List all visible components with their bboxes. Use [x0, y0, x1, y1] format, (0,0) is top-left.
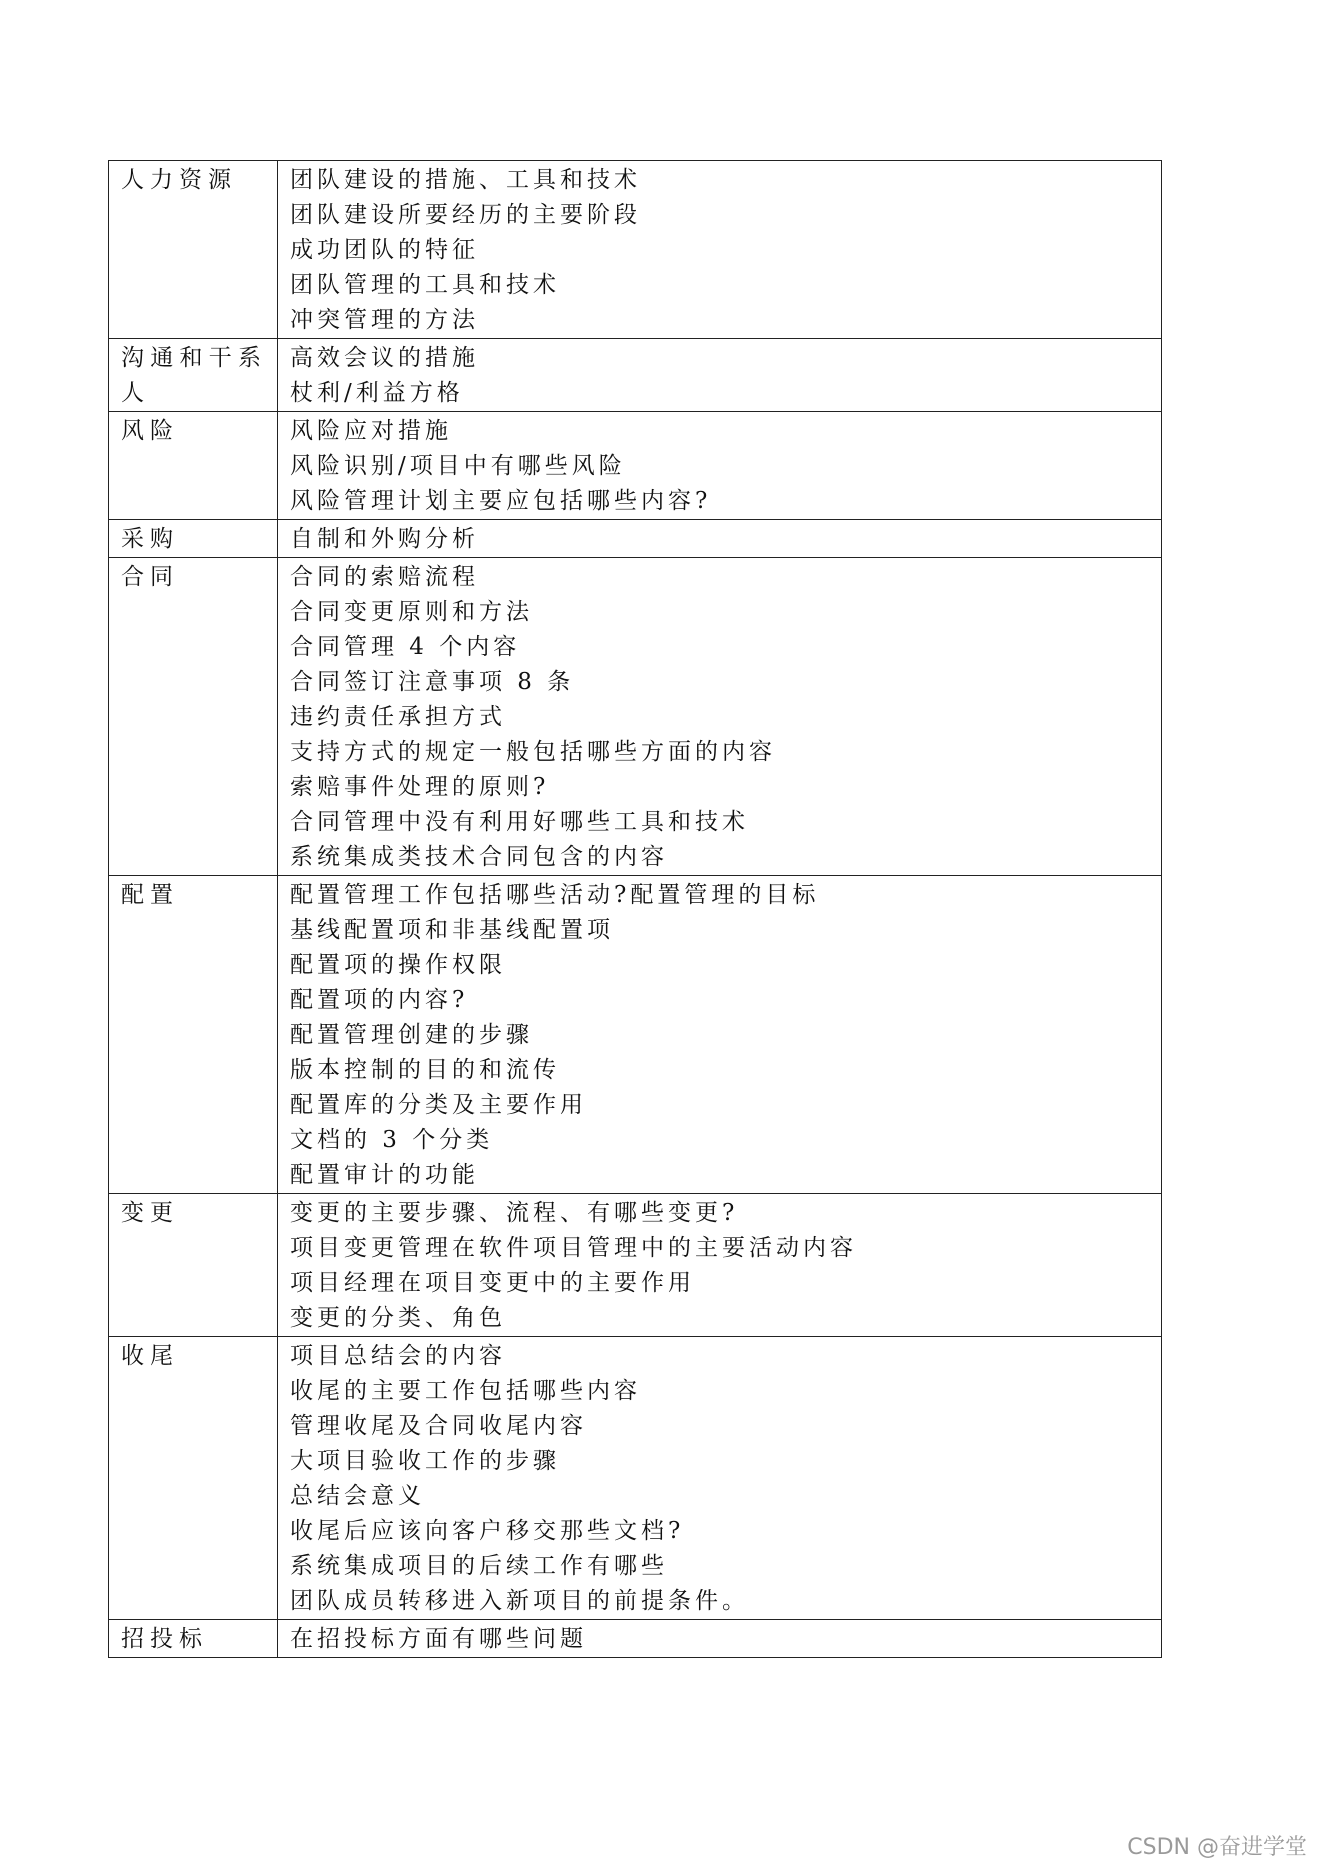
list-item: 项目经理在项目变更中的主要作用: [290, 1270, 695, 1296]
list-item: 在招投标方面有哪些问题: [290, 1626, 587, 1652]
list-item: 系统集成类技术合同包含的内容: [290, 844, 668, 870]
category-cell: 采购: [109, 520, 278, 558]
list-item: 成功团队的特征: [290, 237, 479, 263]
list-item: 配置项的操作权限: [290, 952, 506, 978]
table-row: [109, 1620, 1162, 1658]
category-cell: 配置: [109, 876, 278, 1194]
list-item: 合同变更原则和方法: [290, 599, 533, 625]
table-row: [109, 876, 1162, 1194]
items-cell: [278, 520, 1162, 558]
list-item: 支持方式的规定一般包括哪些方面的内容: [290, 739, 776, 765]
topics-table: [108, 160, 1162, 1658]
category-cell: 人力资源: [109, 161, 278, 339]
list-item: 总结会意义: [290, 1483, 425, 1509]
list-item: 变更的主要步骤、流程、有哪些变更?: [290, 1200, 739, 1226]
list-item: 项目总结会的内容: [290, 1343, 506, 1369]
list-item: 配置管理创建的步骤: [290, 1022, 533, 1048]
list-item: 配置项的内容?: [290, 987, 469, 1013]
category-cell: 合同: [109, 558, 278, 876]
list-item: 项目变更管理在软件项目管理中的主要活动内容: [290, 1235, 857, 1261]
list-item: 团队建设的措施、工具和技术: [290, 167, 641, 193]
items-cell: [278, 161, 1162, 339]
list-item: 管理收尾及合同收尾内容: [290, 1413, 587, 1439]
list-item: 团队成员转移进入新项目的前提条件。: [290, 1588, 749, 1614]
items-cell: [278, 876, 1162, 1194]
category-cell: 招投标: [109, 1620, 278, 1658]
list-item: 杖利/利益方格: [290, 380, 464, 406]
list-item: 合同管理 4 个内容: [290, 634, 521, 660]
list-item: 违约责任承担方式: [290, 704, 506, 730]
list-item: 自制和外购分析: [290, 526, 479, 552]
table-row: [109, 339, 1162, 412]
items-cell: [278, 558, 1162, 876]
list-item: 系统集成项目的后续工作有哪些: [290, 1553, 668, 1579]
table-row: [109, 1194, 1162, 1337]
items-cell: [278, 1337, 1162, 1620]
topics-table-body: [109, 161, 1162, 1658]
list-item: 收尾的主要工作包括哪些内容: [290, 1378, 641, 1404]
category-cell: 风险: [109, 412, 278, 520]
list-item: 团队建设所要经历的主要阶段: [290, 202, 641, 228]
list-item: 风险应对措施: [290, 418, 452, 444]
list-item: 变更的分类、角色: [290, 1305, 506, 1331]
list-item: 配置审计的功能: [290, 1162, 479, 1188]
list-item: 基线配置项和非基线配置项: [290, 917, 614, 943]
list-item: 冲突管理的方法: [290, 307, 479, 333]
table-row: [109, 558, 1162, 876]
list-item: 大项目验收工作的步骤: [290, 1448, 560, 1474]
list-item: 合同签订注意事项 8 条: [290, 669, 575, 695]
list-item: 文档的 3 个分类: [290, 1127, 494, 1153]
list-item: 高效会议的措施: [290, 345, 479, 371]
list-item: 配置管理工作包括哪些活动?配置管理的目标: [290, 882, 820, 908]
list-item: 版本控制的目的和流传: [290, 1057, 560, 1083]
table-row: [109, 161, 1162, 339]
items-cell: [278, 412, 1162, 520]
table-row: [109, 1337, 1162, 1620]
list-item: 团队管理的工具和技术: [290, 272, 560, 298]
items-cell: [278, 1194, 1162, 1337]
items-cell: [278, 1620, 1162, 1658]
watermark: CSDN @奋进学堂: [1127, 1835, 1307, 1860]
category-cell: 变更: [109, 1194, 278, 1337]
table-row: [109, 520, 1162, 558]
category-cell: 沟通和干系人: [109, 339, 278, 412]
list-item: 配置库的分类及主要作用: [290, 1092, 587, 1118]
items-cell: [278, 339, 1162, 412]
table-row: [109, 412, 1162, 520]
list-item: 风险管理计划主要应包括哪些内容?: [290, 488, 712, 514]
list-item: 合同管理中没有利用好哪些工具和技术: [290, 809, 749, 835]
list-item: 风险识别/项目中有哪些风险: [290, 453, 626, 479]
list-item: 合同的索赔流程: [290, 564, 479, 590]
list-item: 收尾后应该向客户移交那些文档?: [290, 1518, 685, 1544]
category-cell: 收尾: [109, 1337, 278, 1620]
list-item: 索赔事件处理的原则?: [290, 774, 550, 800]
